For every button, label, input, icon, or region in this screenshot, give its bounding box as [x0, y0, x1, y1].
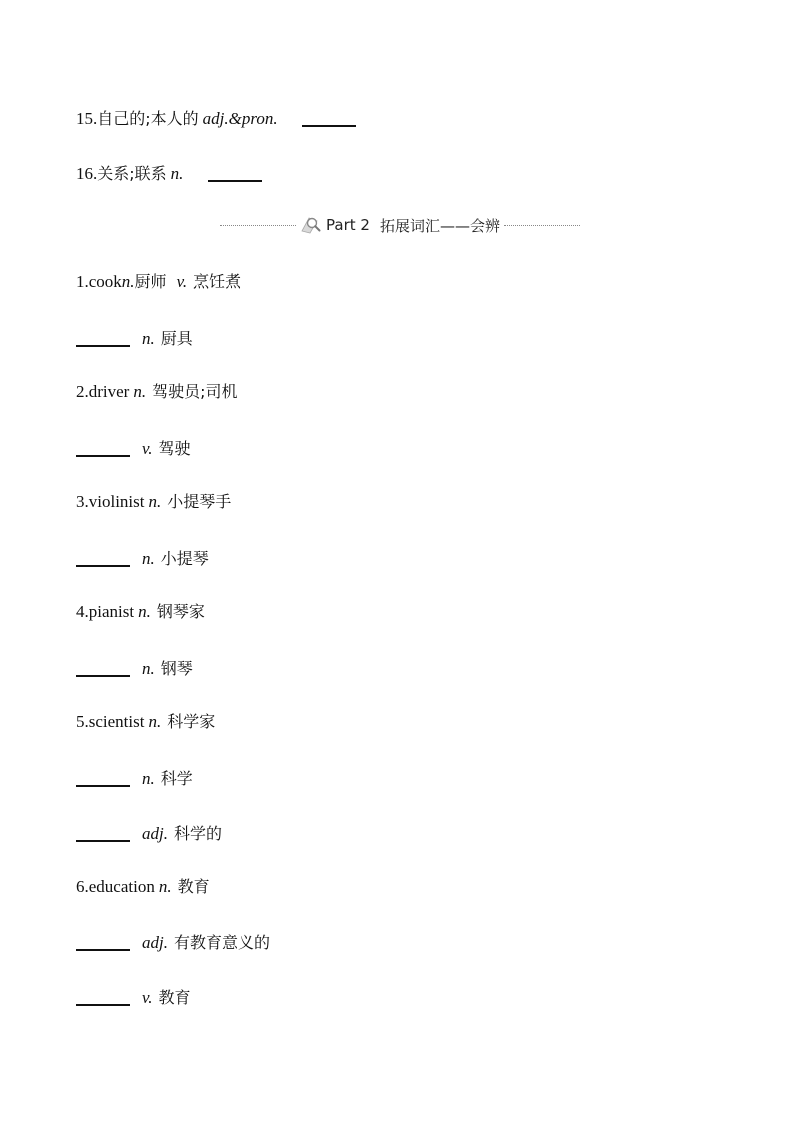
answer-blank[interactable]: [76, 986, 130, 1006]
entry-pos: n.: [142, 769, 155, 788]
entry-chinese: 厨具: [160, 329, 193, 348]
entry-head: [76, 382, 238, 402]
entry-word: 1.cook: [76, 272, 122, 291]
entry-blank-row: [76, 657, 193, 679]
entry-pos: v.: [142, 439, 153, 458]
entry-blank-row: [76, 822, 222, 844]
entry-word: 4.pianist: [76, 602, 135, 621]
entry-chinese: 科学家: [167, 712, 216, 731]
entry-pos: n.: [148, 712, 162, 731]
entry-pos: n.: [158, 877, 172, 896]
entry-chinese: 教育: [158, 988, 191, 1007]
entry-chinese: 驾驶: [158, 439, 191, 458]
entry-chinese: 小提琴: [160, 549, 209, 568]
entry-pos: adj.: [142, 933, 168, 952]
entry-head: [76, 492, 231, 512]
answer-blank[interactable]: [76, 657, 130, 677]
entry-chinese: 厨师: [134, 272, 167, 291]
entry-word: 2.driver: [76, 382, 130, 401]
entry-head: [76, 712, 215, 732]
entry-pos: n.: [138, 602, 151, 621]
answer-blank[interactable]: [76, 931, 130, 951]
vocab-item-16: [76, 162, 262, 184]
entry-blank-row: [76, 767, 193, 789]
entry-chinese-2: 烹饪煮: [193, 272, 242, 291]
part-header: [220, 214, 580, 236]
entry-chinese: 钢琴家: [156, 602, 205, 621]
entry-head: [76, 602, 205, 622]
part-header-center: [296, 215, 504, 236]
divider-left: [220, 225, 296, 226]
item-number: 15.: [76, 109, 98, 128]
entry-chinese: 有教育意义的: [173, 933, 270, 952]
entry-chinese: 科学的: [173, 824, 222, 843]
entry-pos: n.: [121, 272, 135, 291]
answer-blank[interactable]: [76, 327, 130, 347]
entry-pos: n.: [148, 492, 162, 511]
item-number: 16.: [76, 164, 98, 183]
entry-pos: n.: [133, 382, 147, 401]
part-subtitle: 拓展词汇——会辨: [379, 216, 500, 235]
entry-pos-2: v.: [176, 272, 188, 291]
answer-blank[interactable]: [76, 767, 130, 787]
part-title: Part 2: [326, 216, 370, 234]
entry-head: [76, 877, 210, 897]
entry-word: 6.education: [76, 877, 155, 896]
answer-blank[interactable]: [76, 822, 130, 842]
entry-blank-row: [76, 327, 193, 349]
item-pos: adj.&pron.: [202, 109, 278, 128]
item-pos: n.: [170, 164, 184, 183]
entry-pos: v.: [142, 988, 153, 1007]
entry-word: 5.scientist: [76, 712, 145, 731]
entry-chinese: 小提琴手: [167, 492, 232, 511]
answer-blank[interactable]: [302, 107, 356, 127]
entry-blank-row: [76, 547, 209, 569]
magnifier-icon: [300, 215, 322, 235]
entry-blank-row: [76, 931, 270, 953]
entry-chinese: 教育: [177, 877, 210, 896]
entry-pos: adj.: [142, 824, 168, 843]
divider-right: [504, 225, 580, 226]
entry-head: [76, 272, 241, 292]
item-chinese: 自己的;本人的: [97, 109, 199, 128]
entry-chinese: 驾驶员;司机: [152, 382, 238, 401]
answer-blank[interactable]: [208, 162, 262, 182]
item-chinese: 关系;联系: [97, 164, 167, 183]
entry-blank-row: [76, 986, 191, 1008]
entry-pos: n.: [142, 549, 155, 568]
entry-blank-row: [76, 437, 191, 459]
entry-chinese: 钢琴: [160, 659, 193, 678]
entry-pos: n.: [142, 659, 155, 678]
entry-word: 3.violinist: [76, 492, 145, 511]
entry-chinese: 科学: [160, 769, 193, 788]
vocab-item-15: [76, 107, 356, 129]
answer-blank[interactable]: [76, 547, 130, 567]
entry-pos: n.: [142, 329, 155, 348]
answer-blank[interactable]: [76, 437, 130, 457]
